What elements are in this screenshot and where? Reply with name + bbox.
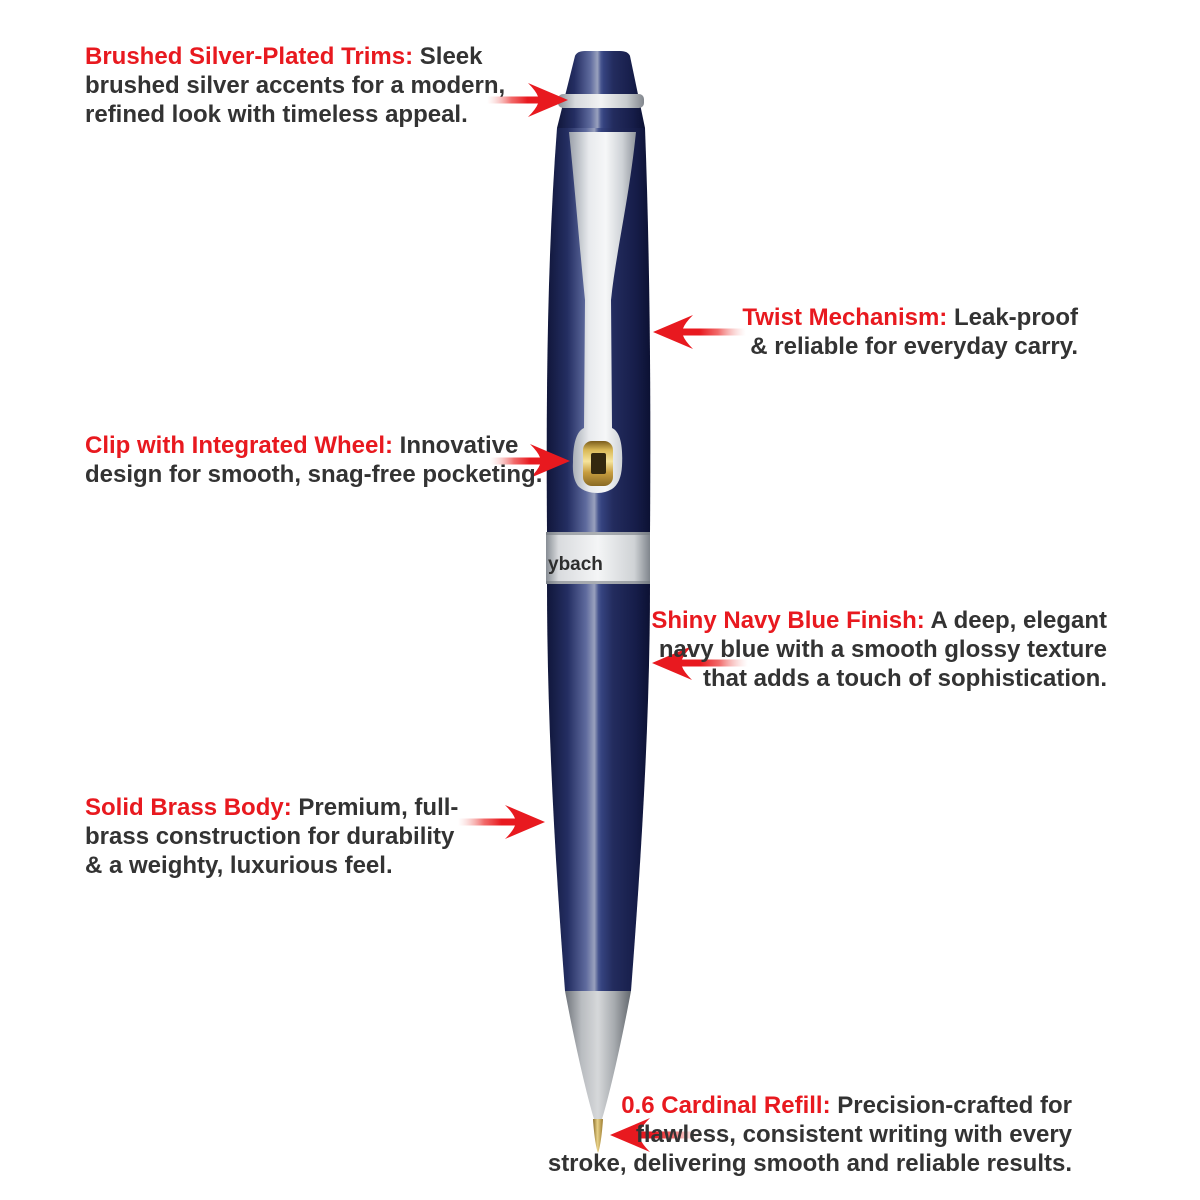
callout-line: & a weighty, luxurious feel. <box>85 852 393 879</box>
callout-line: 0.6 Cardinal Refill: Precision-crafted for <box>621 1092 1072 1119</box>
cap-ring <box>558 94 644 108</box>
callout-line: Brushed Silver-Plated Trims: Sleek <box>85 43 483 70</box>
callout-line: flawless, consistent writing with every <box>635 1121 1072 1148</box>
clip-wheel-hole <box>591 453 606 474</box>
callout-line: Shiny Navy Blue Finish: A deep, elegant <box>651 607 1107 634</box>
callout-line: stroke, delivering smooth and reliable results. <box>547 1150 1072 1177</box>
callout-line: brass construction for durability <box>85 823 455 850</box>
callout-clip-integrated-wheel <box>85 431 542 489</box>
lower-barrel <box>547 584 650 991</box>
center-band-bottom-edge <box>546 581 650 584</box>
center-band-top-edge <box>546 532 650 535</box>
brand-band-text: ybach <box>548 554 603 575</box>
cap-top <box>557 51 645 128</box>
callout-line: navy blue with a smooth glossy texture <box>658 636 1107 663</box>
arrow-brass <box>458 805 545 839</box>
callout-line: Twist Mechanism: Leak-proof <box>742 304 1078 331</box>
arrow-twist <box>653 315 746 349</box>
pen-body <box>546 51 650 1153</box>
callout-line: refined look with timeless appeal. <box>85 101 468 128</box>
callout-cardinal-refill <box>548 1091 1072 1178</box>
callout-twist-mechanism <box>742 303 1078 361</box>
callout-line: brushed silver accents for a modern, <box>85 72 506 99</box>
callout-line: that adds a touch of sophistication. <box>702 665 1107 692</box>
callout-line: design for smooth, snag-free pocketing. <box>85 461 543 488</box>
callout-shiny-navy-finish <box>651 606 1107 693</box>
callout-solid-brass-body <box>85 793 458 880</box>
callout-line: Clip with Integrated Wheel: Innovative <box>85 432 519 459</box>
callout-line: & reliable for everyday carry. <box>750 333 1078 360</box>
callout-line: Solid Brass Body: Premium, full- <box>85 794 459 821</box>
callout-brushed-silver-trims <box>85 42 505 129</box>
